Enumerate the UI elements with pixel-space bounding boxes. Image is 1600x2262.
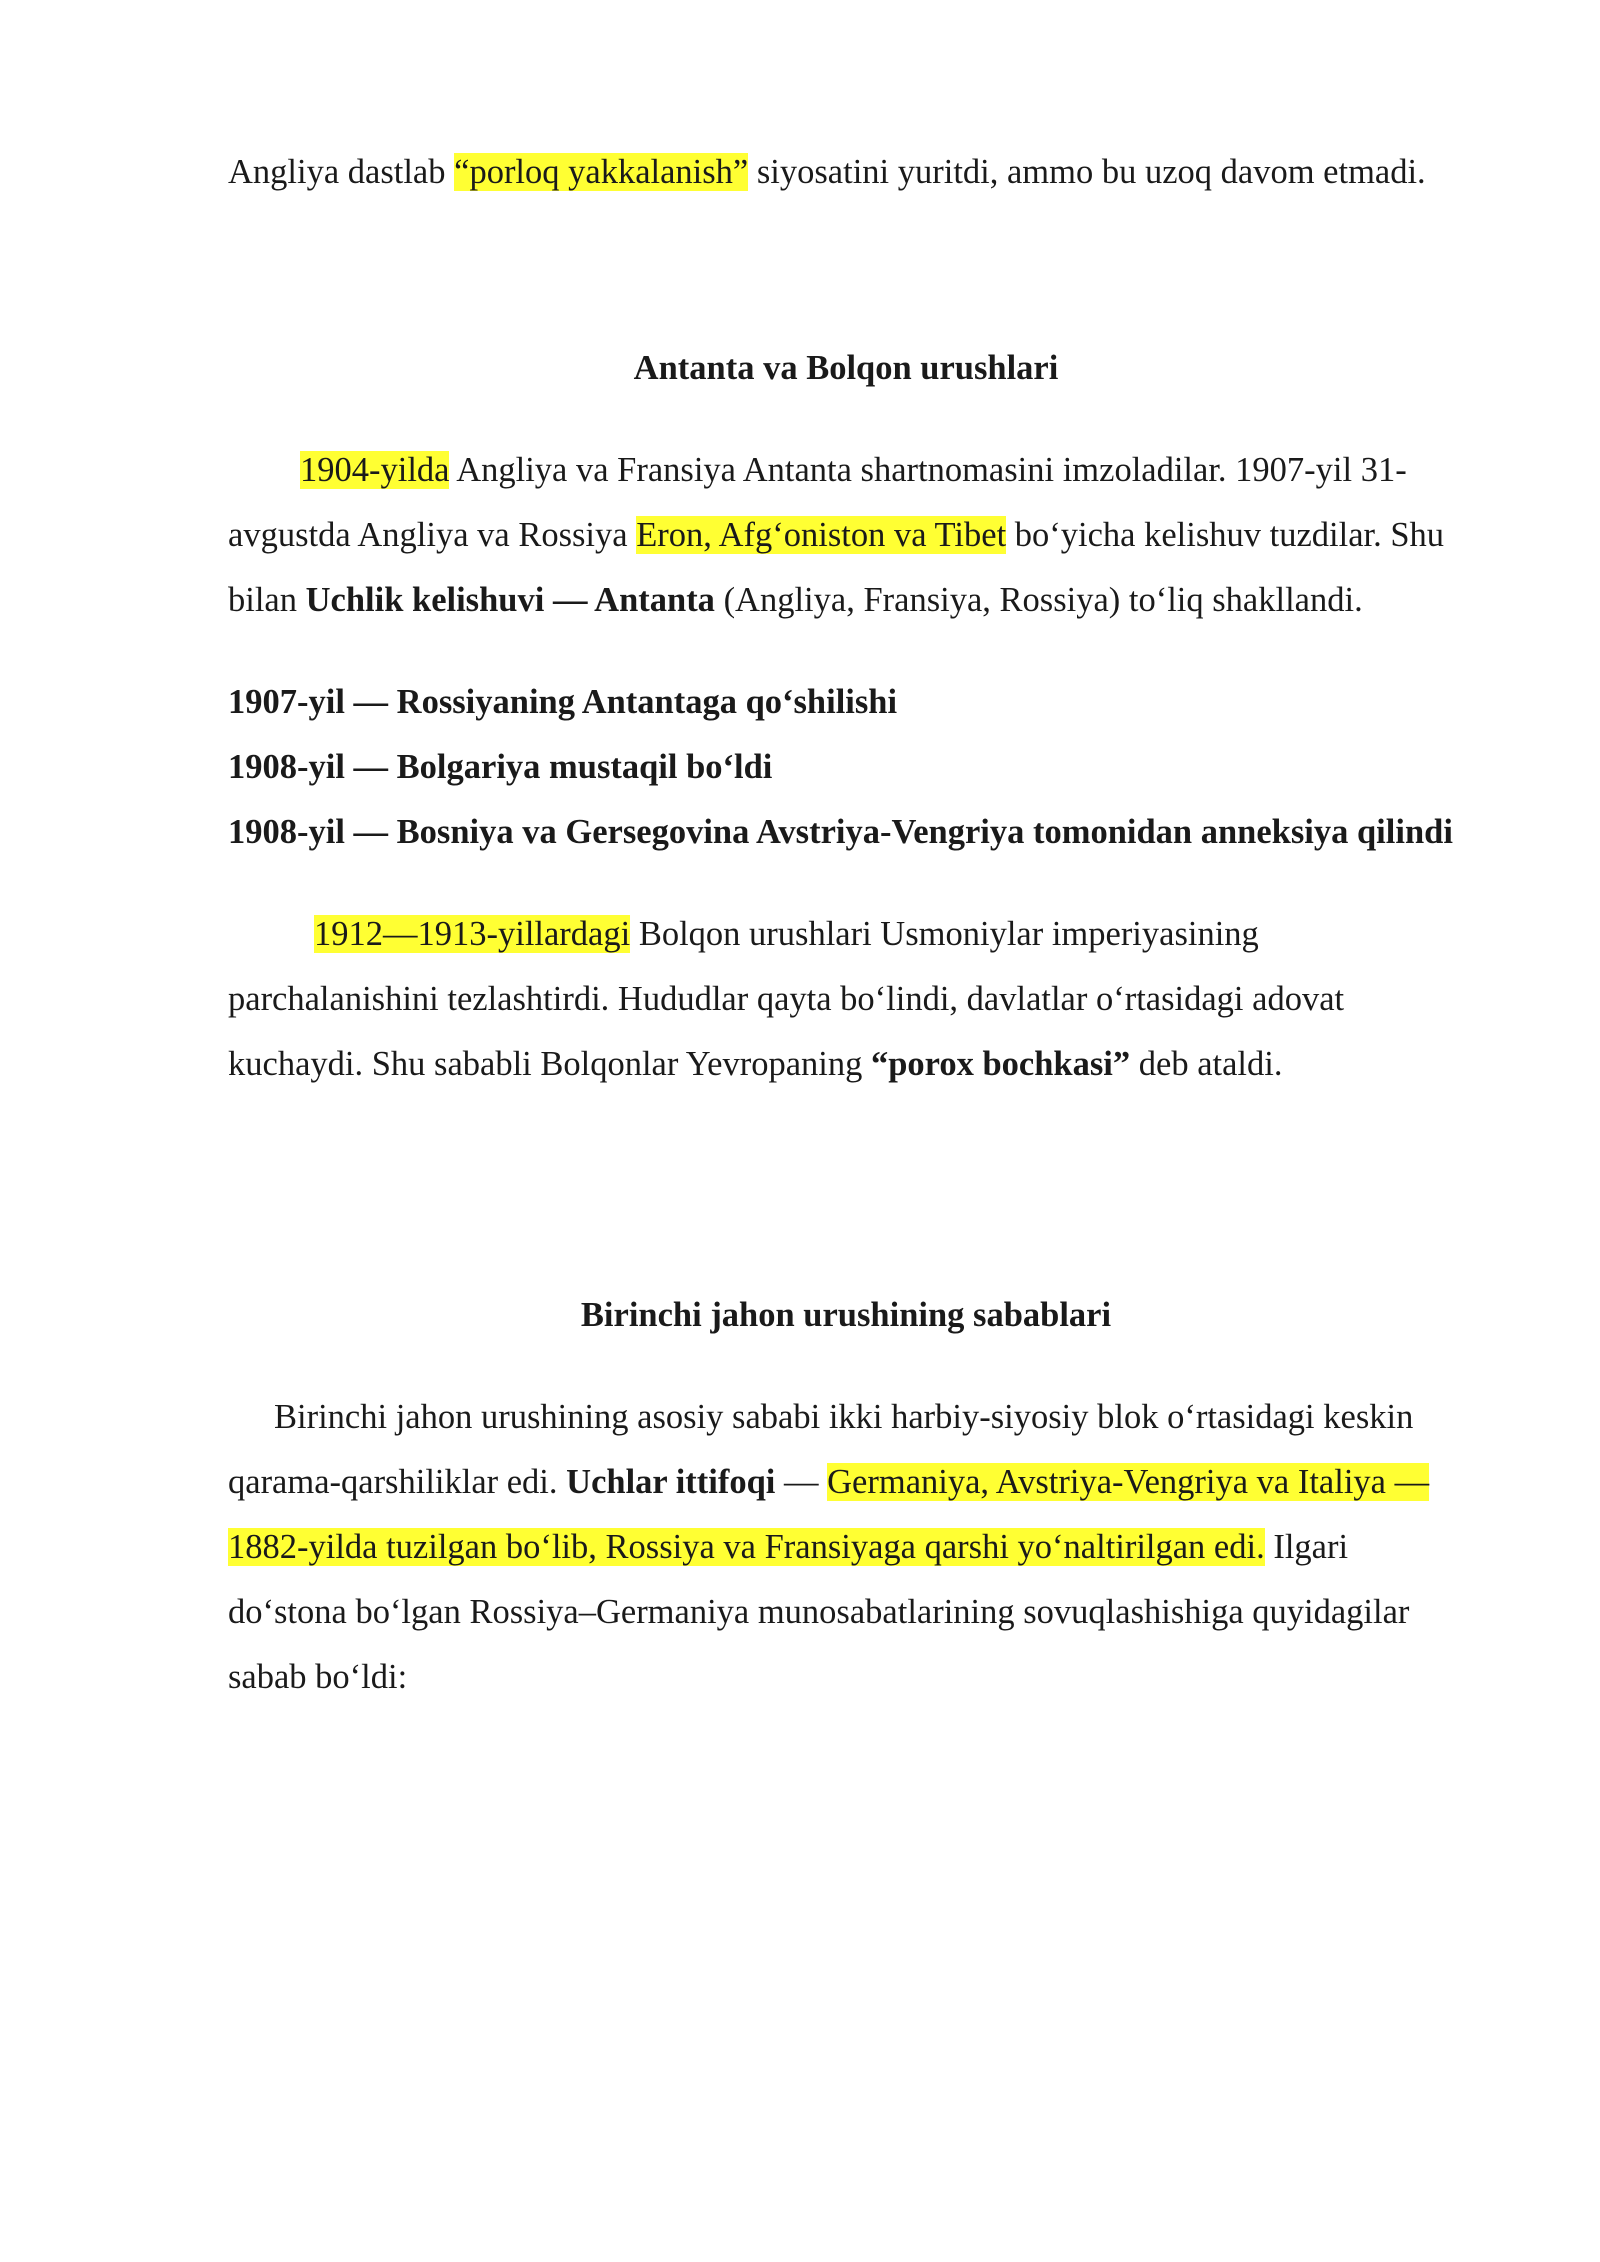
section-heading-antanta: Antanta va Bolqon urushlari <box>633 349 1059 387</box>
bold-text: Uchlar ittifoqi <box>566 1463 776 1501</box>
highlighted-text: 1904-yilda <box>300 451 450 489</box>
highlighted-text: “porloq yakkalanish” <box>454 153 749 191</box>
highlighted-text: Germaniya, Avstriya-Vengriya va Italiya — 1882-yilda tuzilgan bo‘lib, Rossiya va Fransiyaga qarshi yo‘naltirilgan edi. <box>228 1463 1430 1566</box>
paragraph-intro <box>228 140 1464 205</box>
text-span: — <box>775 1463 828 1501</box>
text-span: (Angliya, Fransiya, Rossiya) to‘liq shakllandi. <box>714 581 1363 619</box>
event-item: 1908-yil — Bosniya va Gersegovina Avstriya-Vengriya tomonidan anneksiya qilindi <box>228 813 1453 851</box>
text-span: bo‘yicha kelishuv tuzdilar. Shu bilan <box>228 516 1445 619</box>
paragraph-antanta <box>228 438 1464 633</box>
bold-text: “porox bochkasi” <box>870 1045 1131 1083</box>
document-page <box>228 140 1464 1710</box>
text-span: Ilgari do‘stona bo‘lgan Rossiya–Germaniya munosabatlarining sovuqlashishiga quyidagilar sabab bo‘ldi: <box>228 1528 1410 1696</box>
highlighted-text: Eron, Afg‘oniston va Tibet <box>636 516 1007 554</box>
paragraph-balkan-wars <box>228 902 1464 1097</box>
bold-text: Uchlik kelishuvi — Antanta <box>305 581 715 619</box>
text-span: Birinchi jahon urushining asosiy sababi ikki harbiy-siyosiy blok o‘rtasidagi keskin qarama-qarshiliklar edi. <box>228 1398 1414 1501</box>
events-list <box>228 670 1464 865</box>
text-span: Angliya va Fransiya Antanta shartnomasini imzoladilar. 1907-yil 31-avgustda Angliya va Rossiya <box>228 451 1407 554</box>
event-item: 1907-yil — Rossiyaning Antantaga qo‘shilishi <box>228 683 898 721</box>
text-span: Bolqon urushlari Usmoniylar imperiyasining parchalanishini tezlashtirdi. Hududlar qayta bo‘lindi, davlatlar o‘rtasidagi adovat kuchaydi. Shu sababli Bolqonlar Yevropaning <box>228 915 1345 1083</box>
text-span: deb ataldi. <box>1130 1045 1283 1083</box>
text-span: Angliya dastlab <box>228 153 455 191</box>
event-item: 1908-yil — Bolgariya mustaqil bo‘ldi <box>228 748 773 786</box>
section-heading-causes: Birinchi jahon urushining sabablari <box>580 1296 1112 1334</box>
highlighted-text: 1912—1913-yillardagi <box>314 915 631 953</box>
paragraph-causes <box>228 1385 1464 1710</box>
text-span: siyosatini yuritdi, ammo bu uzoq davom etmadi. <box>748 153 1426 191</box>
